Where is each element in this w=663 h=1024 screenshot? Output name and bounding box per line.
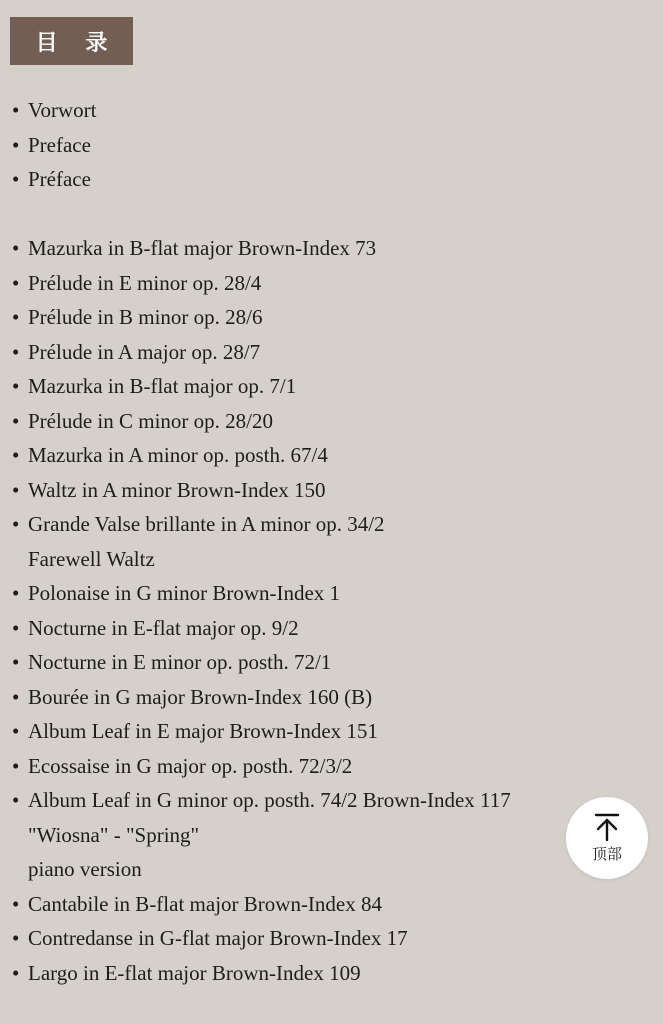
toc-entry-title: Mazurka in B-flat major op. 7/1	[28, 374, 297, 398]
list-bullet: •	[12, 788, 20, 812]
piece-item[interactable]	[10, 266, 610, 301]
toc-entry-title: Album Leaf in E major Brown-Index 151	[28, 719, 378, 743]
toc-entry-title: Mazurka in A minor op. posth. 67/4	[28, 443, 328, 467]
list-bullet: •	[12, 753, 20, 778]
toc-entry-subtitle: piano version	[28, 857, 142, 881]
toc-entry-subtitle: Farewell Waltz	[28, 546, 155, 571]
toc-entry-subtitle: "Wiosna" - "Spring"	[28, 822, 200, 847]
list-bullet: •	[12, 167, 20, 191]
toc-entry-title: Album Leaf in G minor op. posth. 74/2 Brown-Index 117	[28, 788, 511, 812]
toc-entry-title: Cantabile in B-flat major Brown-Index 84	[28, 891, 382, 916]
toc-title: 目 录	[35, 30, 118, 56]
front-matter-list	[10, 93, 610, 197]
toc-entry-title: Ecossaise in G major op. posth. 72/3/2	[28, 753, 353, 778]
list-bullet: •	[12, 270, 20, 295]
piece-item[interactable]	[10, 921, 610, 956]
back-to-top-button[interactable]	[566, 797, 648, 879]
list-bullet: •	[12, 132, 20, 157]
piece-item[interactable]	[10, 576, 610, 611]
piece-item[interactable]	[10, 680, 610, 715]
toc-entry-title: Grande Valse brillante in A minor op. 34/2	[28, 512, 385, 536]
toc-entry-title: Largo in E-flat major Brown-Index 109	[28, 960, 361, 985]
list-bullet: •	[12, 512, 20, 536]
toc-entry-title: Contredanse in G-flat major Brown-Index 17	[28, 926, 408, 950]
piece-item[interactable]	[10, 749, 610, 784]
list-bullet: •	[12, 374, 20, 398]
pieces-list	[10, 231, 610, 990]
list-bullet: •	[12, 408, 20, 433]
toc-entry-title: Prélude in B minor op. 28/6	[28, 305, 263, 329]
toc-entry-title: Nocturne in E minor op. posth. 72/1	[28, 650, 332, 674]
piece-item[interactable]	[10, 783, 610, 887]
list-bullet: •	[12, 926, 20, 950]
list-bullet: •	[12, 305, 20, 329]
toc-entry-title: Vorwort	[28, 98, 97, 122]
toc-entry-title: Préface	[28, 167, 91, 191]
list-bullet: •	[12, 684, 20, 709]
back-to-top-label: 顶部	[591, 844, 622, 863]
list-bullet: •	[12, 719, 20, 743]
toc-entry-title: Waltz in A minor Brown-Index 150	[28, 477, 326, 502]
list-bullet: •	[12, 960, 20, 985]
list-bullet: •	[12, 98, 20, 122]
piece-item[interactable]	[10, 335, 610, 370]
piece-item[interactable]	[10, 956, 610, 991]
list-bullet: •	[12, 339, 20, 364]
list-bullet: •	[12, 443, 20, 467]
piece-item[interactable]	[10, 714, 610, 749]
piece-item[interactable]	[10, 645, 610, 680]
piece-item[interactable]	[10, 231, 610, 266]
piece-item[interactable]	[10, 369, 610, 404]
list-bullet: •	[12, 891, 20, 916]
piece-item[interactable]	[10, 300, 610, 335]
toc-entry-title: Prélude in C minor op. 28/20	[28, 408, 273, 433]
piece-item[interactable]	[10, 438, 610, 473]
piece-item[interactable]	[10, 611, 610, 646]
list-bullet: •	[12, 581, 20, 605]
front-matter-item[interactable]	[10, 128, 610, 163]
toc-header-badge	[10, 17, 133, 65]
toc-entry-title: Mazurka in B-flat major Brown-Index 73	[28, 236, 377, 260]
piece-item[interactable]	[10, 507, 610, 576]
list-bullet: •	[12, 615, 20, 640]
list-bullet: •	[12, 236, 20, 260]
piece-item[interactable]	[10, 473, 610, 508]
toc-entry-title: Polonaise in G minor Brown-Index 1	[28, 581, 341, 605]
piece-item[interactable]	[10, 404, 610, 439]
toc-entry-title: Nocturne in E-flat major op. 9/2	[28, 615, 299, 640]
toc-entry-title: Prélude in A major op. 28/7	[28, 339, 261, 364]
front-matter-item[interactable]	[10, 162, 610, 197]
toc-entry-title: Preface	[28, 132, 91, 157]
front-matter-item[interactable]	[10, 93, 610, 128]
arrow-up-to-top-icon	[594, 813, 620, 841]
toc-entry-title: Prélude in E minor op. 28/4	[28, 270, 262, 295]
piece-item[interactable]	[10, 887, 610, 922]
list-bullet: •	[12, 650, 20, 674]
toc-entry-title: Bourée in G major Brown-Index 160 (B)	[28, 684, 373, 709]
list-bullet: •	[12, 477, 20, 502]
